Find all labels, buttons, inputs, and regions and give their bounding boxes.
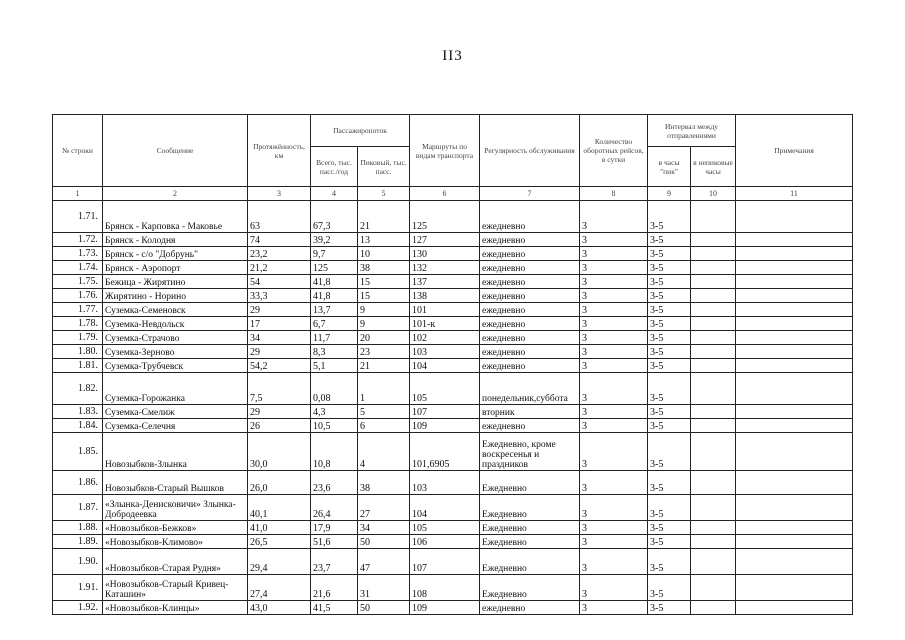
interval-peak: 3-5 bbox=[648, 405, 691, 419]
trips-count: 3 bbox=[580, 303, 648, 317]
flow-peak: 23 bbox=[358, 345, 410, 359]
length-km: 29 bbox=[248, 405, 311, 419]
notes bbox=[736, 471, 853, 495]
interval-peak: 3-5 bbox=[648, 433, 691, 471]
regularity: ежедневно bbox=[480, 601, 580, 615]
notes bbox=[736, 495, 853, 521]
table-row bbox=[53, 331, 853, 345]
route-numbers: 101,6905 bbox=[410, 433, 480, 471]
table-row bbox=[53, 373, 853, 405]
route-numbers: 101-к bbox=[410, 317, 480, 331]
flow-total: 67,3 bbox=[311, 201, 358, 233]
notes bbox=[736, 303, 853, 317]
row-number: 1.82. bbox=[53, 373, 103, 405]
interval-peak: 3-5 bbox=[648, 373, 691, 405]
flow-total: 26,4 bbox=[311, 495, 358, 521]
regularity: Ежедневно bbox=[480, 549, 580, 575]
route-numbers: 103 bbox=[410, 345, 480, 359]
notes bbox=[736, 331, 853, 345]
flow-total: 23,7 bbox=[311, 549, 358, 575]
length-km: 26,5 bbox=[248, 535, 311, 549]
table-row bbox=[53, 345, 853, 359]
column-number: 11 bbox=[736, 187, 853, 201]
route-numbers: 105 bbox=[410, 521, 480, 535]
notes bbox=[736, 317, 853, 331]
interval-peak: 3-5 bbox=[648, 575, 691, 601]
length-km: 54,2 bbox=[248, 359, 311, 373]
interval-offpeak bbox=[691, 601, 736, 615]
notes bbox=[736, 233, 853, 247]
trips-count: 3 bbox=[580, 495, 648, 521]
flow-peak: 34 bbox=[358, 521, 410, 535]
interval-offpeak bbox=[691, 471, 736, 495]
interval-peak: 3-5 bbox=[648, 289, 691, 303]
interval-offpeak bbox=[691, 233, 736, 247]
interval-offpeak bbox=[691, 495, 736, 521]
table-row bbox=[53, 535, 853, 549]
notes bbox=[736, 521, 853, 535]
interval-offpeak bbox=[691, 433, 736, 471]
column-number: 4 bbox=[311, 187, 358, 201]
table-row bbox=[53, 233, 853, 247]
interval-offpeak bbox=[691, 331, 736, 345]
notes bbox=[736, 549, 853, 575]
interval-offpeak bbox=[691, 261, 736, 275]
column-number: 9 bbox=[648, 187, 691, 201]
flow-total: 0,08 bbox=[311, 373, 358, 405]
route-name: «Новозыбков-Старая Рудня» bbox=[103, 549, 248, 575]
regularity: вторник bbox=[480, 405, 580, 419]
column-number: 1 bbox=[53, 187, 103, 201]
table-row bbox=[53, 275, 853, 289]
flow-total: 5,1 bbox=[311, 359, 358, 373]
trips-count: 3 bbox=[580, 471, 648, 495]
table-row bbox=[53, 289, 853, 303]
route-numbers: 127 bbox=[410, 233, 480, 247]
interval-peak: 3-5 bbox=[648, 359, 691, 373]
flow-total: 11,7 bbox=[311, 331, 358, 345]
table-row bbox=[53, 317, 853, 331]
flow-total: 17,9 bbox=[311, 521, 358, 535]
length-km: 17 bbox=[248, 317, 311, 331]
flow-peak: 5 bbox=[358, 405, 410, 419]
trips-count: 3 bbox=[580, 247, 648, 261]
flow-total: 125 bbox=[311, 261, 358, 275]
trips-count: 3 bbox=[580, 575, 648, 601]
table-row bbox=[53, 247, 853, 261]
length-km: 26,0 bbox=[248, 471, 311, 495]
header-trips: Количество оборотных рейсов, в сутки bbox=[580, 115, 648, 187]
length-km: 54 bbox=[248, 275, 311, 289]
length-km: 29 bbox=[248, 345, 311, 359]
trips-count: 3 bbox=[580, 317, 648, 331]
route-numbers: 107 bbox=[410, 405, 480, 419]
bus-routes-table bbox=[52, 114, 853, 615]
flow-peak: 20 bbox=[358, 331, 410, 345]
header-notes: Примечания bbox=[736, 115, 853, 187]
flow-peak: 50 bbox=[358, 601, 410, 615]
regularity: ежедневно bbox=[480, 261, 580, 275]
row-number: 1.71. bbox=[53, 201, 103, 233]
column-number: 2 bbox=[103, 187, 248, 201]
interval-offpeak bbox=[691, 535, 736, 549]
trips-count: 3 bbox=[580, 289, 648, 303]
route-name: Суземка-Страчово bbox=[103, 331, 248, 345]
notes bbox=[736, 345, 853, 359]
column-number: 5 bbox=[358, 187, 410, 201]
table-row bbox=[53, 405, 853, 419]
route-numbers: 104 bbox=[410, 359, 480, 373]
interval-offpeak bbox=[691, 405, 736, 419]
flow-peak: 9 bbox=[358, 317, 410, 331]
route-numbers: 137 bbox=[410, 275, 480, 289]
regularity: ежедневно bbox=[480, 275, 580, 289]
notes bbox=[736, 575, 853, 601]
interval-peak: 3-5 bbox=[648, 601, 691, 615]
regularity: ежедневно bbox=[480, 317, 580, 331]
interval-peak: 3-5 bbox=[648, 535, 691, 549]
length-km: 21,2 bbox=[248, 261, 311, 275]
table-row bbox=[53, 495, 853, 521]
flow-total: 41,8 bbox=[311, 275, 358, 289]
trips-count: 3 bbox=[580, 331, 648, 345]
row-number: 1.87. bbox=[53, 495, 103, 521]
flow-peak: 38 bbox=[358, 261, 410, 275]
regularity: Ежедневно bbox=[480, 471, 580, 495]
length-km: 43,0 bbox=[248, 601, 311, 615]
interval-offpeak bbox=[691, 201, 736, 233]
trips-count: 3 bbox=[580, 373, 648, 405]
interval-peak: 3-5 bbox=[648, 317, 691, 331]
flow-peak: 21 bbox=[358, 201, 410, 233]
route-name: «Новозыбков-Старый Кривец-Каташин» bbox=[103, 575, 248, 601]
page-number: II3 bbox=[442, 48, 463, 64]
row-number: 1.92. bbox=[53, 601, 103, 615]
table-row bbox=[53, 419, 853, 433]
length-km: 41,0 bbox=[248, 521, 311, 535]
column-number: 8 bbox=[580, 187, 648, 201]
route-name: Бежица - Жирятино bbox=[103, 275, 248, 289]
flow-total: 13,7 bbox=[311, 303, 358, 317]
interval-offpeak bbox=[691, 247, 736, 261]
interval-offpeak bbox=[691, 345, 736, 359]
table-row bbox=[53, 261, 853, 275]
table-row bbox=[53, 201, 853, 233]
interval-peak: 3-5 bbox=[648, 303, 691, 317]
length-km: 63 bbox=[248, 201, 311, 233]
row-number: 1.89. bbox=[53, 535, 103, 549]
route-name: Суземка-Зерново bbox=[103, 345, 248, 359]
route-name: Новозыбков-Старый Вышков bbox=[103, 471, 248, 495]
route-numbers: 108 bbox=[410, 575, 480, 601]
route-name: Суземка-Селечня bbox=[103, 419, 248, 433]
regularity: ежедневно bbox=[480, 419, 580, 433]
route-name: Суземка-Невдольск bbox=[103, 317, 248, 331]
regularity: понедельник,суббота bbox=[480, 373, 580, 405]
notes bbox=[736, 373, 853, 405]
interval-peak: 3-5 bbox=[648, 201, 691, 233]
route-name: Суземка-Горожанка bbox=[103, 373, 248, 405]
notes bbox=[736, 247, 853, 261]
route-numbers: 132 bbox=[410, 261, 480, 275]
route-name: «Злынка-Денисковичи» Злынка-Добродеевка bbox=[103, 495, 248, 521]
interval-peak: 3-5 bbox=[648, 419, 691, 433]
flow-total: 9,7 bbox=[311, 247, 358, 261]
interval-offpeak bbox=[691, 359, 736, 373]
regularity: ежедневно bbox=[480, 201, 580, 233]
table-row bbox=[53, 471, 853, 495]
flow-peak: 21 bbox=[358, 359, 410, 373]
row-number: 1.91. bbox=[53, 575, 103, 601]
flow-peak: 47 bbox=[358, 549, 410, 575]
column-number: 10 bbox=[691, 187, 736, 201]
flow-peak: 1 bbox=[358, 373, 410, 405]
route-name: Новозыбков-Злынка bbox=[103, 433, 248, 471]
row-number: 1.72. bbox=[53, 233, 103, 247]
notes bbox=[736, 201, 853, 233]
notes bbox=[736, 275, 853, 289]
header-flow-peak: Пиковый, тыс. пасс. bbox=[358, 147, 410, 187]
row-number: 1.79. bbox=[53, 331, 103, 345]
route-numbers: 105 bbox=[410, 373, 480, 405]
interval-peak: 3-5 bbox=[648, 247, 691, 261]
flow-peak: 31 bbox=[358, 575, 410, 601]
row-number: 1.78. bbox=[53, 317, 103, 331]
trips-count: 3 bbox=[580, 275, 648, 289]
row-number: 1.76. bbox=[53, 289, 103, 303]
length-km: 29,4 bbox=[248, 549, 311, 575]
route-name: Брянск - Карповка - Маковье bbox=[103, 201, 248, 233]
header-interval-offpeak: в непиковые часы bbox=[691, 147, 736, 187]
length-km: 27,4 bbox=[248, 575, 311, 601]
regularity: Ежедневно bbox=[480, 535, 580, 549]
header-interval: Интервал между отправлениями bbox=[648, 115, 736, 147]
header-interval-peak: в часы "пик" bbox=[648, 147, 691, 187]
table-row bbox=[53, 359, 853, 373]
notes bbox=[736, 261, 853, 275]
flow-total: 41,5 bbox=[311, 601, 358, 615]
header-regularity: Регулярность обслуживания bbox=[480, 115, 580, 187]
route-numbers: 104 bbox=[410, 495, 480, 521]
table-row bbox=[53, 575, 853, 601]
route-numbers: 102 bbox=[410, 331, 480, 345]
flow-total: 6,7 bbox=[311, 317, 358, 331]
flow-peak: 6 bbox=[358, 419, 410, 433]
header-row-no: № строки bbox=[53, 115, 103, 187]
route-name: Суземка-Смелиж bbox=[103, 405, 248, 419]
route-numbers: 103 bbox=[410, 471, 480, 495]
row-number: 1.75. bbox=[53, 275, 103, 289]
route-name: «Новозыбков-Климово» bbox=[103, 535, 248, 549]
header-route: Сообщение bbox=[103, 115, 248, 187]
flow-total: 39,2 bbox=[311, 233, 358, 247]
regularity: Ежедневно, кроме воскресенья и праздников bbox=[480, 433, 580, 471]
interval-peak: 3-5 bbox=[648, 275, 691, 289]
route-name: Брянск - с/о "Добрунь" bbox=[103, 247, 248, 261]
interval-offpeak bbox=[691, 289, 736, 303]
trips-count: 3 bbox=[580, 535, 648, 549]
row-number: 1.84. bbox=[53, 419, 103, 433]
header-passenger-flow: Пассажиропоток bbox=[311, 115, 410, 147]
flow-peak: 10 bbox=[358, 247, 410, 261]
row-number: 1.85. bbox=[53, 433, 103, 471]
flow-peak: 50 bbox=[358, 535, 410, 549]
route-numbers: 130 bbox=[410, 247, 480, 261]
row-number: 1.86. bbox=[53, 471, 103, 495]
route-name: «Новозыбков-Бежков» bbox=[103, 521, 248, 535]
length-km: 33,3 bbox=[248, 289, 311, 303]
flow-total: 8,3 bbox=[311, 345, 358, 359]
interval-offpeak bbox=[691, 303, 736, 317]
route-name: Брянск - Аэропорт bbox=[103, 261, 248, 275]
table-row bbox=[53, 521, 853, 535]
flow-total: 23,6 bbox=[311, 471, 358, 495]
flow-peak: 4 bbox=[358, 433, 410, 471]
interval-offpeak bbox=[691, 419, 736, 433]
table-row bbox=[53, 549, 853, 575]
flow-total: 4,3 bbox=[311, 405, 358, 419]
trips-count: 3 bbox=[580, 201, 648, 233]
row-number: 1.77. bbox=[53, 303, 103, 317]
row-number: 1.73. bbox=[53, 247, 103, 261]
length-km: 26 bbox=[248, 419, 311, 433]
interval-peak: 3-5 bbox=[648, 345, 691, 359]
interval-offpeak bbox=[691, 317, 736, 331]
trips-count: 3 bbox=[580, 433, 648, 471]
column-number: 6 bbox=[410, 187, 480, 201]
trips-count: 3 bbox=[580, 521, 648, 535]
length-km: 23,2 bbox=[248, 247, 311, 261]
length-km: 40,1 bbox=[248, 495, 311, 521]
flow-peak: 9 bbox=[358, 303, 410, 317]
route-numbers: 125 bbox=[410, 201, 480, 233]
header-transport: Маршруты по видам транспорта bbox=[410, 115, 480, 187]
notes bbox=[736, 359, 853, 373]
flow-total: 10,8 bbox=[311, 433, 358, 471]
route-numbers: 109 bbox=[410, 419, 480, 433]
length-km: 7,5 bbox=[248, 373, 311, 405]
route-numbers: 109 bbox=[410, 601, 480, 615]
regularity: ежедневно bbox=[480, 289, 580, 303]
interval-offpeak bbox=[691, 575, 736, 601]
interval-peak: 3-5 bbox=[648, 331, 691, 345]
interval-peak: 3-5 bbox=[648, 233, 691, 247]
interval-peak: 3-5 bbox=[648, 261, 691, 275]
flow-peak: 15 bbox=[358, 275, 410, 289]
interval-offpeak bbox=[691, 373, 736, 405]
header-flow-total: Всего, тыс. пасс./год bbox=[311, 147, 358, 187]
length-km: 74 bbox=[248, 233, 311, 247]
route-numbers: 138 bbox=[410, 289, 480, 303]
table-row bbox=[53, 433, 853, 471]
regularity: ежедневно bbox=[480, 233, 580, 247]
route-name: «Новозыбков-Клинцы» bbox=[103, 601, 248, 615]
trips-count: 3 bbox=[580, 419, 648, 433]
regularity: Ежедневно bbox=[480, 521, 580, 535]
row-number: 1.80. bbox=[53, 345, 103, 359]
table-row bbox=[53, 303, 853, 317]
route-name: Суземка-Трубчевск bbox=[103, 359, 248, 373]
interval-offpeak bbox=[691, 275, 736, 289]
route-numbers: 101 bbox=[410, 303, 480, 317]
length-km: 34 bbox=[248, 331, 311, 345]
trips-count: 3 bbox=[580, 233, 648, 247]
interval-peak: 3-5 bbox=[648, 521, 691, 535]
trips-count: 3 bbox=[580, 345, 648, 359]
header-length: Протяжённость, км bbox=[248, 115, 311, 187]
regularity: Ежедневно bbox=[480, 495, 580, 521]
trips-count: 3 bbox=[580, 549, 648, 575]
flow-total: 41,8 bbox=[311, 289, 358, 303]
trips-count: 3 bbox=[580, 359, 648, 373]
interval-peak: 3-5 bbox=[648, 495, 691, 521]
row-number: 1.83. bbox=[53, 405, 103, 419]
table-row bbox=[53, 601, 853, 615]
notes bbox=[736, 289, 853, 303]
length-km: 30,0 bbox=[248, 433, 311, 471]
row-number: 1.74. bbox=[53, 261, 103, 275]
interval-offpeak bbox=[691, 521, 736, 535]
regularity: ежедневно bbox=[480, 345, 580, 359]
column-number: 7 bbox=[480, 187, 580, 201]
regularity: ежедневно bbox=[480, 303, 580, 317]
notes bbox=[736, 535, 853, 549]
regularity: ежедневно bbox=[480, 359, 580, 373]
regularity: Ежедневно bbox=[480, 575, 580, 601]
interval-peak: 3-5 bbox=[648, 471, 691, 495]
route-name: Суземка-Семеновск bbox=[103, 303, 248, 317]
trips-count: 3 bbox=[580, 261, 648, 275]
notes bbox=[736, 433, 853, 471]
row-number: 1.81. bbox=[53, 359, 103, 373]
flow-peak: 27 bbox=[358, 495, 410, 521]
flow-total: 21,6 bbox=[311, 575, 358, 601]
route-name: Жирятино - Норино bbox=[103, 289, 248, 303]
route-numbers: 106 bbox=[410, 535, 480, 549]
notes bbox=[736, 601, 853, 615]
row-number: 1.88. bbox=[53, 521, 103, 535]
trips-count: 3 bbox=[580, 601, 648, 615]
interval-offpeak bbox=[691, 549, 736, 575]
interval-peak: 3-5 bbox=[648, 549, 691, 575]
length-km: 29 bbox=[248, 303, 311, 317]
notes bbox=[736, 405, 853, 419]
flow-peak: 38 bbox=[358, 471, 410, 495]
flow-total: 10,5 bbox=[311, 419, 358, 433]
flow-peak: 15 bbox=[358, 289, 410, 303]
route-name: Брянск - Колодня bbox=[103, 233, 248, 247]
regularity: ежедневно bbox=[480, 331, 580, 345]
regularity: ежедневно bbox=[480, 247, 580, 261]
route-numbers: 107 bbox=[410, 549, 480, 575]
row-number: 1.90. bbox=[53, 549, 103, 575]
column-numbers-row bbox=[53, 187, 853, 201]
flow-total: 51,6 bbox=[311, 535, 358, 549]
trips-count: 3 bbox=[580, 405, 648, 419]
notes bbox=[736, 419, 853, 433]
flow-peak: 13 bbox=[358, 233, 410, 247]
column-number: 3 bbox=[248, 187, 311, 201]
